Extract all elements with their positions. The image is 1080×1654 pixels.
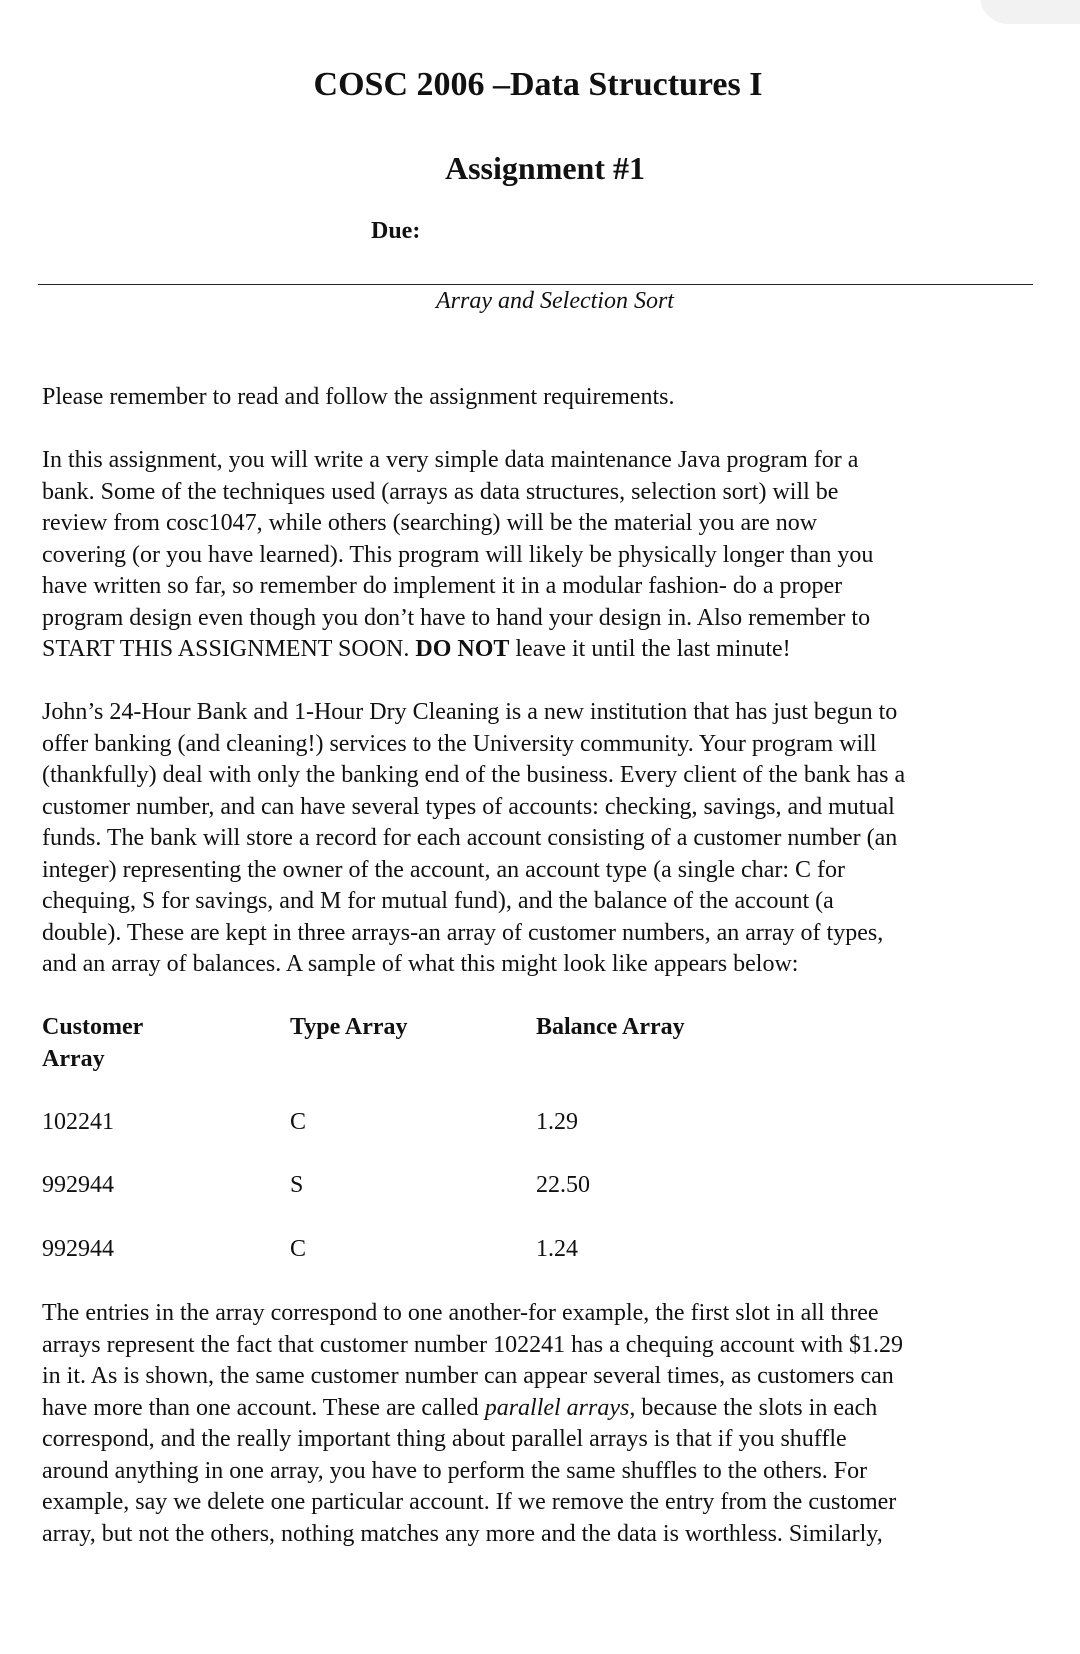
paragraph-line: START THIS ASSIGNMENT SOON. — [42, 636, 416, 662]
paragraph-line: correspond, and the really important thing about parallel arrays is that if you shuffle — [42, 1426, 847, 1452]
paragraph-line: array, but not the others, nothing matches any more and the data is worthless. Similarly, — [42, 1520, 883, 1547]
assignment-topic: Array and Selection Sort — [436, 288, 674, 314]
table-cell-customer: 992944 — [42, 1172, 114, 1198]
paragraph-line: review from cosc1047, while others (searching) will be the material you are now — [42, 510, 818, 536]
assignment-title: Assignment #1 — [444, 150, 645, 186]
paragraph-line: bank. Some of the techniques used (arrays as data structures, selection sort) will be — [42, 478, 839, 505]
paragraph-line: and an array of balances. A sample of what this might look like appears below: — [42, 951, 799, 977]
intro-paragraph: Please remember to read and follow the assignment requirements. — [42, 384, 675, 410]
paragraph-line: offer banking (and cleaning!) services to the University community. Your program will — [42, 730, 877, 757]
paragraph-line: covering (or you have learned). This program will likely be physically longer than you — [42, 541, 874, 568]
paragraph-line: arrays represent the fact that customer number 102241 has a chequing account with $1.29 — [42, 1331, 904, 1358]
table-cell-type: C — [290, 1236, 307, 1262]
paragraph-line: have written so far, so remember do implement it in a modular fashion- do a proper — [42, 573, 843, 599]
page-corner-shade — [980, 0, 1080, 24]
paragraph-line: funds. The bank will store a record for each account consisting of a customer number (an — [42, 825, 898, 851]
paragraph-line: have more than one account. These are called — [42, 1394, 485, 1421]
table-cell-customer: 992944 — [42, 1236, 114, 1262]
table-header-type-array: Type Array — [290, 1014, 408, 1040]
table-cell-type: C — [290, 1109, 307, 1135]
paragraph-line: , because the slots in each — [629, 1394, 878, 1421]
paragraph-line: customer number, and can have several types of accounts: checking, savings, and mutual — [42, 793, 895, 820]
table-cell-balance: 1.29 — [536, 1109, 578, 1135]
table-cell-balance: 22.50 — [536, 1172, 590, 1198]
paragraph-line: John’s 24-Hour Bank and 1-Hour Dry Cleaning is a new institution that has just begun to — [42, 699, 898, 725]
paragraph-line: example, say we delete one particular account. If we remove the entry from the customer — [42, 1489, 897, 1515]
parallel-arrays-paragraph — [42, 1298, 1042, 1550]
paragraph-line: (thankfully) deal with only the banking end of the business. Every client of the bank has a — [42, 762, 906, 788]
bank-description-paragraph — [42, 697, 1042, 981]
paragraph-line: leave it until the last minute! — [509, 636, 791, 662]
table-header-line: Array — [42, 1045, 105, 1072]
table-cell-type: S — [290, 1172, 304, 1198]
table-cell-customer: 102241 — [42, 1109, 114, 1135]
paragraph-line: The entries in the array correspond to one another-for example, the first slot in all three — [42, 1300, 879, 1326]
paragraph-line: integer) representing the owner of the account, an account type (a single char: C for — [42, 856, 846, 883]
paragraph-line: in it. As is shown, the same customer number can appear several times, as customers can — [42, 1363, 894, 1389]
header-divider — [38, 284, 1033, 285]
due-label: Due: — [371, 218, 421, 244]
paragraph-line: program design even though you don’t have to hand your design in. Also remember to — [42, 604, 871, 631]
paragraph-line: chequing, S for savings, and M for mutual fund), and the balance of the account (a — [42, 888, 834, 914]
emphasis-text: DO NOT — [415, 636, 510, 662]
assignment-description-paragraph — [42, 445, 1042, 666]
paragraph-line: around anything in one array, you have to perform the same shuffles to the others. For — [42, 1457, 868, 1484]
italic-term: parallel arrays — [484, 1394, 630, 1421]
table-header-balance-array: Balance Array — [536, 1014, 685, 1040]
table-cell-balance: 1.24 — [536, 1236, 578, 1262]
paragraph-line: In this assignment, you will write a very simple data maintenance Java program for a — [42, 447, 859, 473]
table-header-line: Customer — [42, 1014, 144, 1040]
paragraph-line: double). These are kept in three arrays-an array of customer numbers, an array of types, — [42, 919, 884, 946]
course-title: COSC 2006 –Data Structures I — [313, 66, 763, 103]
table-header-customer-array — [42, 1012, 242, 1075]
